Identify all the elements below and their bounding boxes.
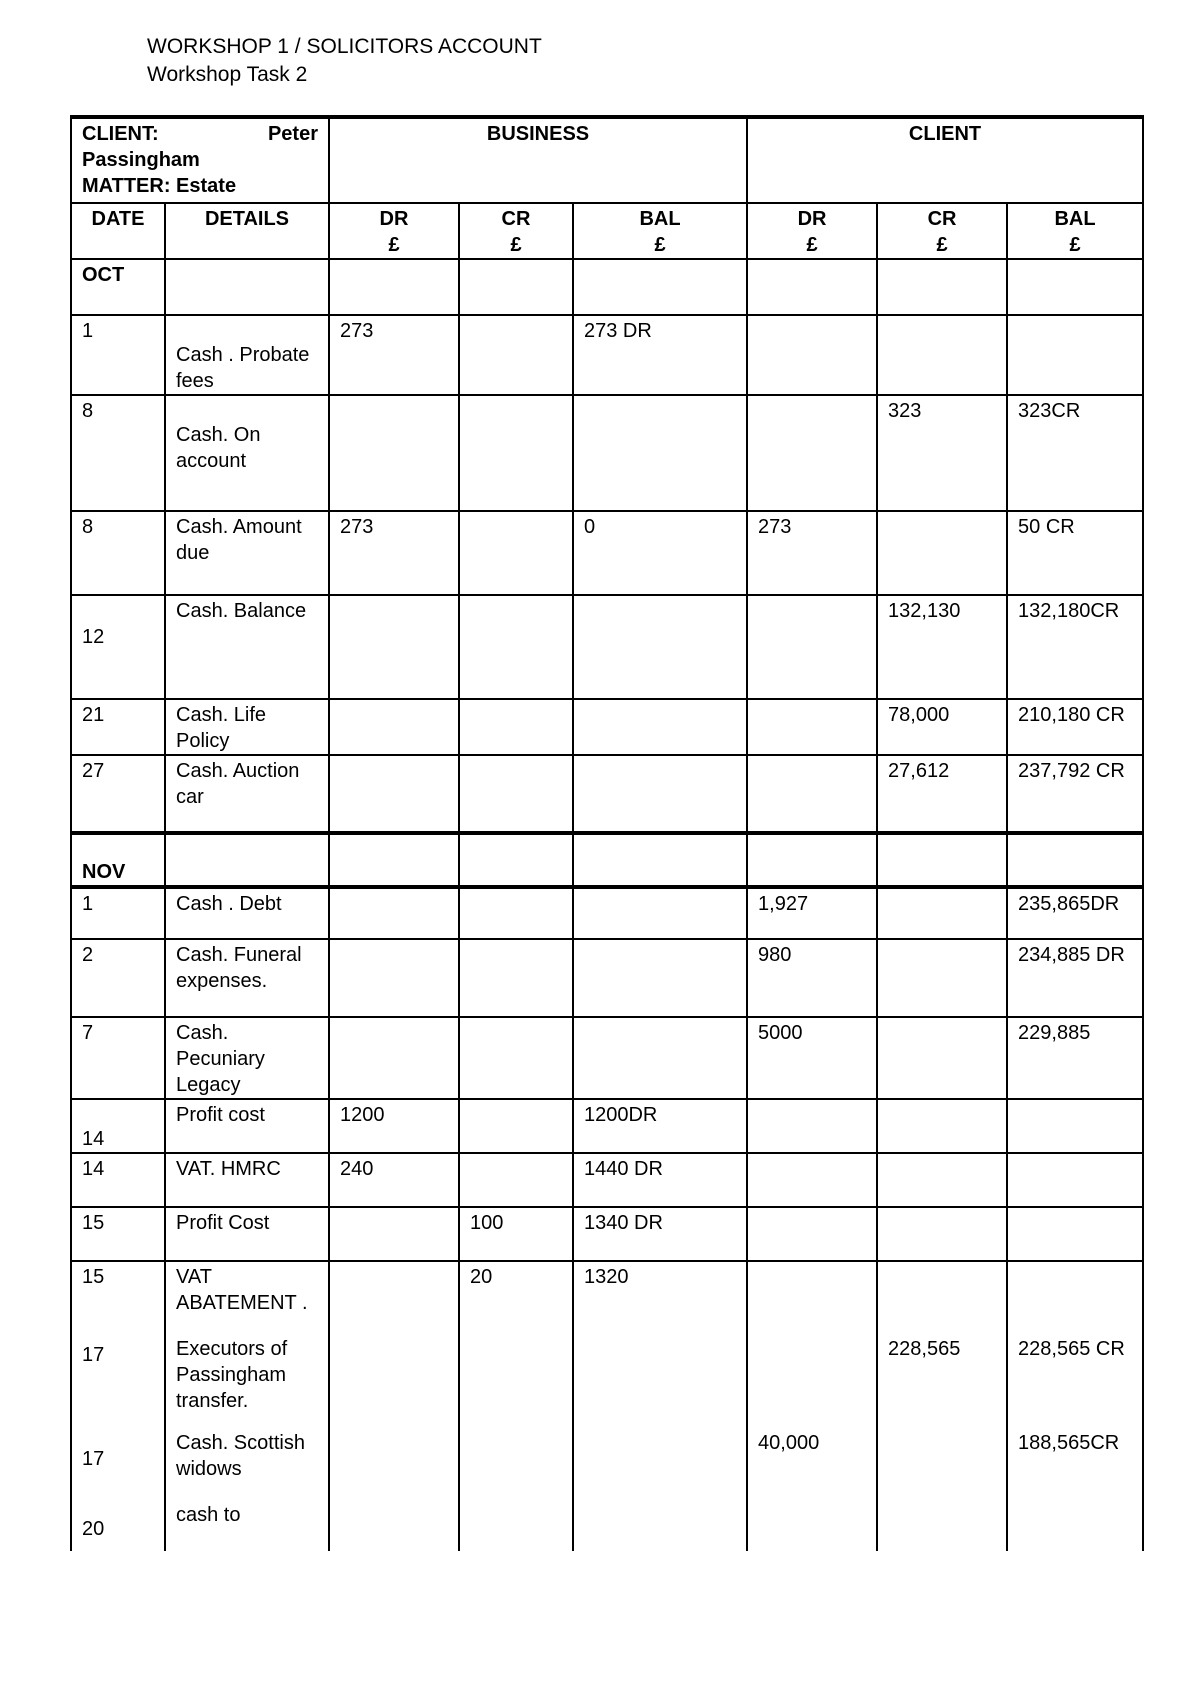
business-cr: 20: [459, 1261, 573, 1551]
month-label-nov: NOV: [71, 833, 165, 887]
table-row: [71, 699, 1143, 755]
client-bal: 237,792 CR: [1007, 755, 1143, 833]
entry-details: VAT. HMRC: [165, 1153, 329, 1207]
table-row: [71, 511, 1143, 595]
business-bal: 1320: [573, 1261, 747, 1551]
table-row: [71, 887, 1143, 939]
document-heading: [147, 33, 542, 89]
details-header: DETAILS: [165, 203, 329, 259]
business-cr: [459, 1153, 573, 1207]
business-bal: 273 DR: [573, 315, 747, 395]
business-dr: 240: [329, 1153, 459, 1207]
business-dr-header: DR £: [329, 203, 459, 259]
business-dr: 273: [329, 511, 459, 595]
client-cr: 132,130: [877, 595, 1007, 699]
table-row: [71, 1099, 1143, 1153]
client-bal-header: BAL £: [1007, 203, 1143, 259]
entry-date: 1: [71, 887, 165, 939]
entry-date: 21: [71, 699, 165, 755]
entry-date: 14: [71, 1153, 165, 1207]
client-cr: [877, 315, 1007, 395]
client-dr: 40,000: [747, 1261, 877, 1551]
table-row: [71, 395, 1143, 511]
matter-label: MATTER: Estate: [82, 175, 237, 197]
entry-details: Cash. Balance: [165, 595, 329, 699]
entry-details: Cash . Probate fees: [165, 315, 329, 395]
client-cr: [877, 939, 1007, 1017]
entry-details: Cash. On account: [165, 395, 329, 511]
client-dr: 273: [747, 511, 877, 595]
table-row: [71, 1153, 1143, 1207]
client-bal: 323CR: [1007, 395, 1143, 511]
business-dr: [329, 1261, 459, 1551]
client-dr: [747, 315, 877, 395]
business-dr: [329, 887, 459, 939]
business-dr: [329, 1207, 459, 1261]
entry-date: 15: [71, 1207, 165, 1261]
client-dr: [747, 395, 877, 511]
client-bal: 210,180 CR: [1007, 699, 1143, 755]
client-bal: [1007, 1153, 1143, 1207]
business-cr: [459, 1099, 573, 1153]
ledger-table: [70, 115, 1144, 1551]
business-dr: [329, 699, 459, 755]
client-bal: 50 CR: [1007, 511, 1143, 595]
table-row: [71, 755, 1143, 833]
business-cr: [459, 939, 573, 1017]
entry-details: Cash. Funeral expenses.: [165, 939, 329, 1017]
business-dr: [329, 395, 459, 511]
business-dr: 273: [329, 315, 459, 395]
client-dr: 980: [747, 939, 877, 1017]
client-bal: [1007, 315, 1143, 395]
client-label: CLIENT:: [82, 123, 159, 145]
client-cr: 27,612: [877, 755, 1007, 833]
client-cr: [877, 1099, 1007, 1153]
client-dr: [747, 755, 877, 833]
business-bal: [573, 1017, 747, 1099]
entry-details: Cash. Life Policy: [165, 699, 329, 755]
entry-date: 14: [71, 1099, 165, 1153]
business-cr: [459, 1017, 573, 1099]
entry-date: 15 17 17 20: [71, 1261, 165, 1551]
entry-date: 8: [71, 511, 165, 595]
client-cr: [877, 1207, 1007, 1261]
entry-details: Cash . Debt: [165, 887, 329, 939]
client-cr: 78,000: [877, 699, 1007, 755]
business-dr: [329, 939, 459, 1017]
business-bal: [573, 939, 747, 1017]
business-bal: 1200DR: [573, 1099, 747, 1153]
business-cr: [459, 699, 573, 755]
entry-details: VAT ABATEMENT . Executors of Passingham transfer. Cash. Scottish widows cash to: [165, 1261, 329, 1551]
client-bal: 229,885: [1007, 1017, 1143, 1099]
entry-date: 27: [71, 755, 165, 833]
business-bal: 1340 DR: [573, 1207, 747, 1261]
month-label-oct: OCT: [71, 259, 165, 315]
client-dr-header: DR £: [747, 203, 877, 259]
client-cr: 323: [877, 395, 1007, 511]
heading-subtitle: Workshop Task 2: [147, 63, 308, 86]
entry-details: Cash. Amount due: [165, 511, 329, 595]
client-bal: [1007, 1207, 1143, 1261]
business-dr: [329, 755, 459, 833]
business-cr: [459, 887, 573, 939]
client-bal: 132,180CR: [1007, 595, 1143, 699]
header-row-2: [71, 203, 1143, 259]
client-first-name: Peter: [267, 123, 318, 145]
month-row-nov: [71, 833, 1143, 887]
client-cr: [877, 1153, 1007, 1207]
table-row: [71, 1207, 1143, 1261]
client-last-name: Passingham: [82, 149, 200, 171]
entry-details: Profit Cost: [165, 1207, 329, 1261]
client-cr: [877, 511, 1007, 595]
entry-details: Cash. Pecuniary Legacy: [165, 1017, 329, 1099]
business-cr: 100: [459, 1207, 573, 1261]
business-cr: [459, 511, 573, 595]
business-dr: [329, 1017, 459, 1099]
business-cr: [459, 755, 573, 833]
entry-details: Profit cost: [165, 1099, 329, 1153]
business-cr-header: CR £: [459, 203, 573, 259]
business-cr: [459, 395, 573, 511]
business-dr: [329, 595, 459, 699]
entry-details: Cash. Auction car: [165, 755, 329, 833]
header-row-1: [71, 117, 1143, 203]
client-dr: [747, 1099, 877, 1153]
table-row: [71, 315, 1143, 395]
client-dr: 1,927: [747, 887, 877, 939]
client-cr-header: CR £: [877, 203, 1007, 259]
heading-title: WORKSHOP 1 / SOLICITORS ACCOUNT: [147, 35, 542, 58]
business-bal: [573, 595, 747, 699]
client-cr: [877, 887, 1007, 939]
entry-date: 8: [71, 395, 165, 511]
date-header: DATE: [71, 203, 165, 259]
client-dr: [747, 1207, 877, 1261]
client-dr: [747, 1153, 877, 1207]
business-cr: [459, 595, 573, 699]
client-cr: [877, 1017, 1007, 1099]
client-bal: 235,865DR: [1007, 887, 1143, 939]
business-bal: 1440 DR: [573, 1153, 747, 1207]
table-row: [71, 595, 1143, 699]
client-bal: 234,885 DR: [1007, 939, 1143, 1017]
business-cr: [459, 315, 573, 395]
business-bal-header: BAL £: [573, 203, 747, 259]
business-bal: [573, 755, 747, 833]
client-cr: 228,565: [877, 1261, 1007, 1551]
business-bal: [573, 887, 747, 939]
entry-date: 12: [71, 595, 165, 699]
business-bal: [573, 395, 747, 511]
entry-date: 7: [71, 1017, 165, 1099]
client-header: CLIENT: [747, 117, 1143, 203]
table-row: [71, 1017, 1143, 1099]
client-dr: [747, 595, 877, 699]
entry-date: 2: [71, 939, 165, 1017]
table-row: [71, 939, 1143, 1017]
table-row-last-block: [71, 1261, 1143, 1551]
business-bal: [573, 699, 747, 755]
client-bal: 228,565 CR 188,565CR: [1007, 1261, 1143, 1551]
business-header: BUSINESS: [329, 117, 747, 203]
client-dr: 5000: [747, 1017, 877, 1099]
month-row-oct: [71, 259, 1143, 315]
client-matter-cell: [71, 117, 329, 203]
client-bal: [1007, 1099, 1143, 1153]
business-dr: 1200: [329, 1099, 459, 1153]
client-dr: [747, 699, 877, 755]
entry-date: 1: [71, 315, 165, 395]
business-bal: 0: [573, 511, 747, 595]
